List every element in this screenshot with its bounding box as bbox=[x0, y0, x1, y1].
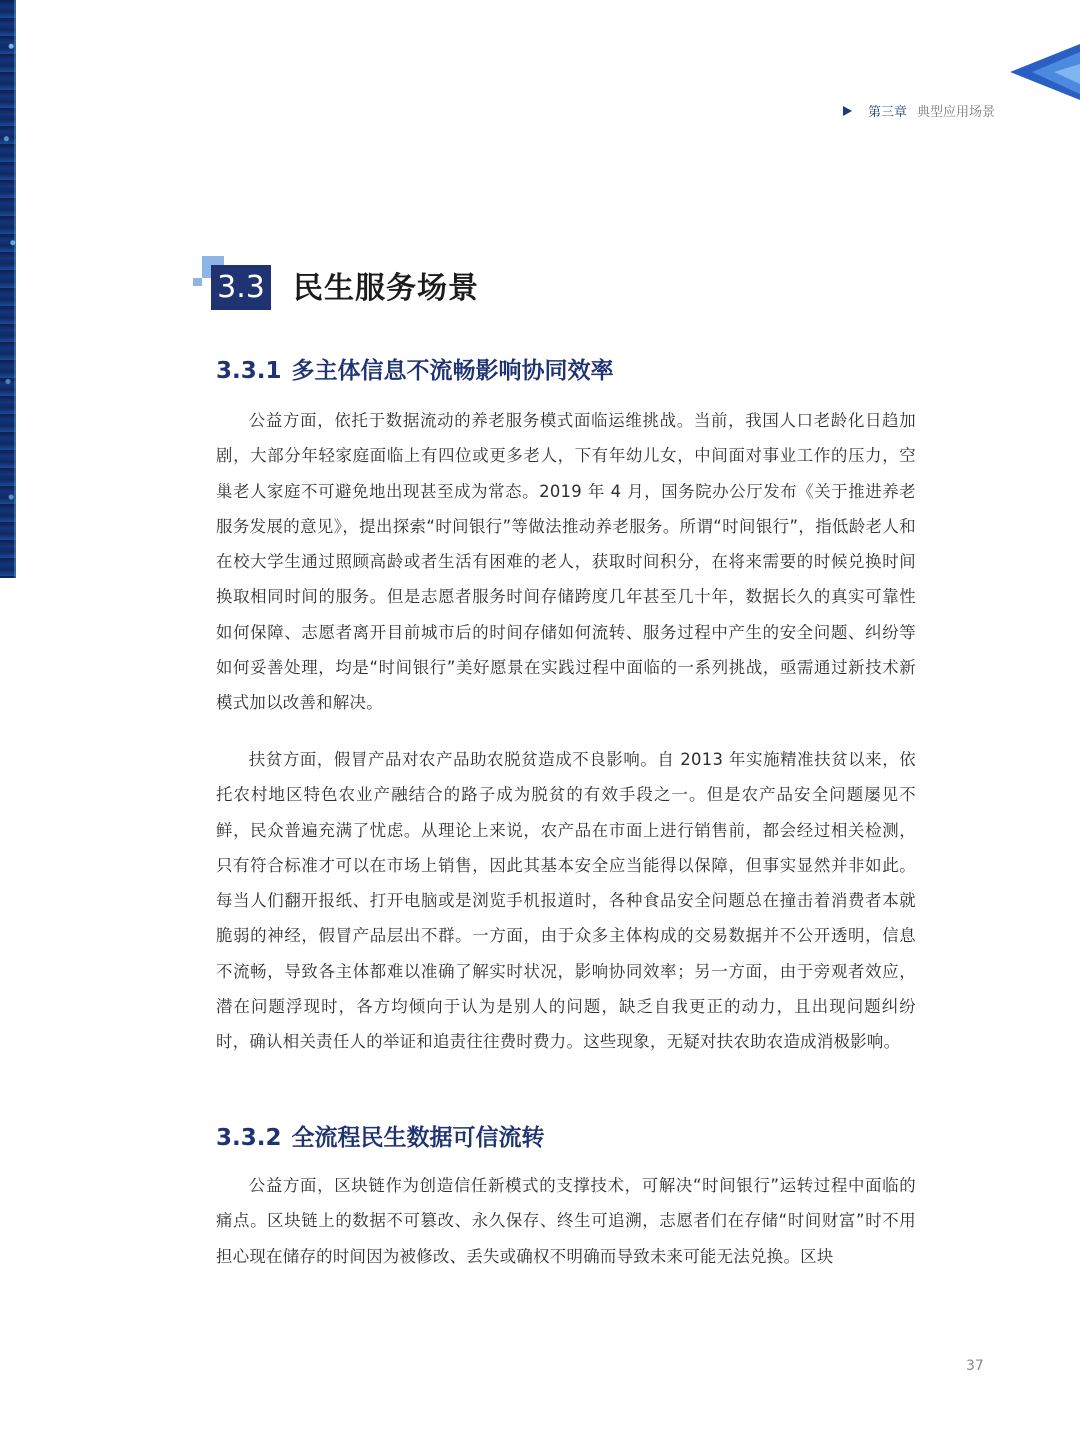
chapter-header bbox=[843, 101, 995, 120]
chapter-label: 第三章 bbox=[868, 105, 908, 120]
page-number: 37 bbox=[966, 1358, 984, 1374]
decorative-side-image bbox=[0, 0, 16, 578]
subsection-heading bbox=[216, 1119, 545, 1152]
subsection-number: 3.3.1 bbox=[216, 358, 282, 384]
corner-decoration-icon bbox=[1010, 44, 1080, 100]
section-heading bbox=[193, 256, 479, 310]
subsection-heading bbox=[216, 352, 614, 385]
play-triangle-icon bbox=[843, 106, 852, 116]
subsection-title: 全流程民生数据可信流转 bbox=[291, 1125, 545, 1151]
subsection-number: 3.3.2 bbox=[216, 1125, 282, 1151]
paragraph: 公益方面，区块链作为创造信任新模式的支撑技术，可解决“时间银行”运转过程中面临的痛点。区块链上的数据不可篡改、永久保存、终生可追溯，志愿者们在存储“时间财富”时不用担心现在储存的时间因为被修改、丢失或确权不明确而导致未来可能无法兑换。区块 bbox=[216, 1176, 916, 1266]
chapter-title: 典型应用场景 bbox=[917, 105, 996, 120]
paragraph: 扶贫方面，假冒产品对农产品助农脱贫造成不良影响。自 2013 年实施精准扶贫以来，依托农村地区特色农业产融结合的路子成为脱贫的有效手段之一。但是农产品安全问题屡见不鲜，民众普遍充满了忧虑。从理论上来说，农产品在市面上进行销售前，都会经过相关检测，只有符合标准才可以在市场上销售，因此其基本安全应当能得以保障，但事实显然并非如此。每当人们翻开报纸、打开电脑或是浏览手机报道时，各种食品安全问题总在撞击着消费者本就脆弱的神经，假冒产品层出不群。一方面，由于众多主体构成的交易数据并不公开透明，信息不流畅，导致各主体都难以准确了解实时状况，影响协同效率；另一方面，由于旁观者效应，潜在问题浮现时，各方均倾向于认为是别人的问题，缺乏自我更正的动力，且出现问题纠纷时，确认相关责任人的举证和追责往往费时费力。这些现象，无疑对扶农助农造成消极影响。 bbox=[216, 750, 916, 1052]
section-title: 民生服务场景 bbox=[293, 271, 479, 306]
paragraph: 公益方面，依托于数据流动的养老服务模式面临运维挑战。当前，我国人口老龄化日趋加剧，大部分年轻家庭面临上有四位或更多老人，下有年幼儿女，中间面对事业工作的压力，空巢老人家庭不可避免地出现甚至成为常态。2019 年 4 月，国务院办公厅发布《关于推进养老服务发展的意见》，提出探索“时间银行”等做法推动养老服务。所谓“时间银行”，指低龄老人和在校大学生通过照顾高龄或者生活有困难的老人，获取时间积分，在将来需要的时候兑换时间换取相同时间的服务。但是志愿者服务时间存储跨度几年甚至几十年，数据长久的真实可靠性如何保障、志愿者离开目前城市后的时间存储如何流转、服务过程中产生的安全问题、纠纷等如何妥善处理，均是“时间银行”美好愿景在实践过程中面临的一系列挑战，亟需通过新技术新模式加以改善和解决。 bbox=[216, 411, 916, 713]
section-number: 3.3 bbox=[211, 265, 271, 310]
badge-deco-small-square bbox=[193, 278, 202, 286]
subsection-title: 多主体信息不流畅影响协同效率 bbox=[291, 358, 614, 384]
section-number-badge bbox=[193, 256, 271, 310]
